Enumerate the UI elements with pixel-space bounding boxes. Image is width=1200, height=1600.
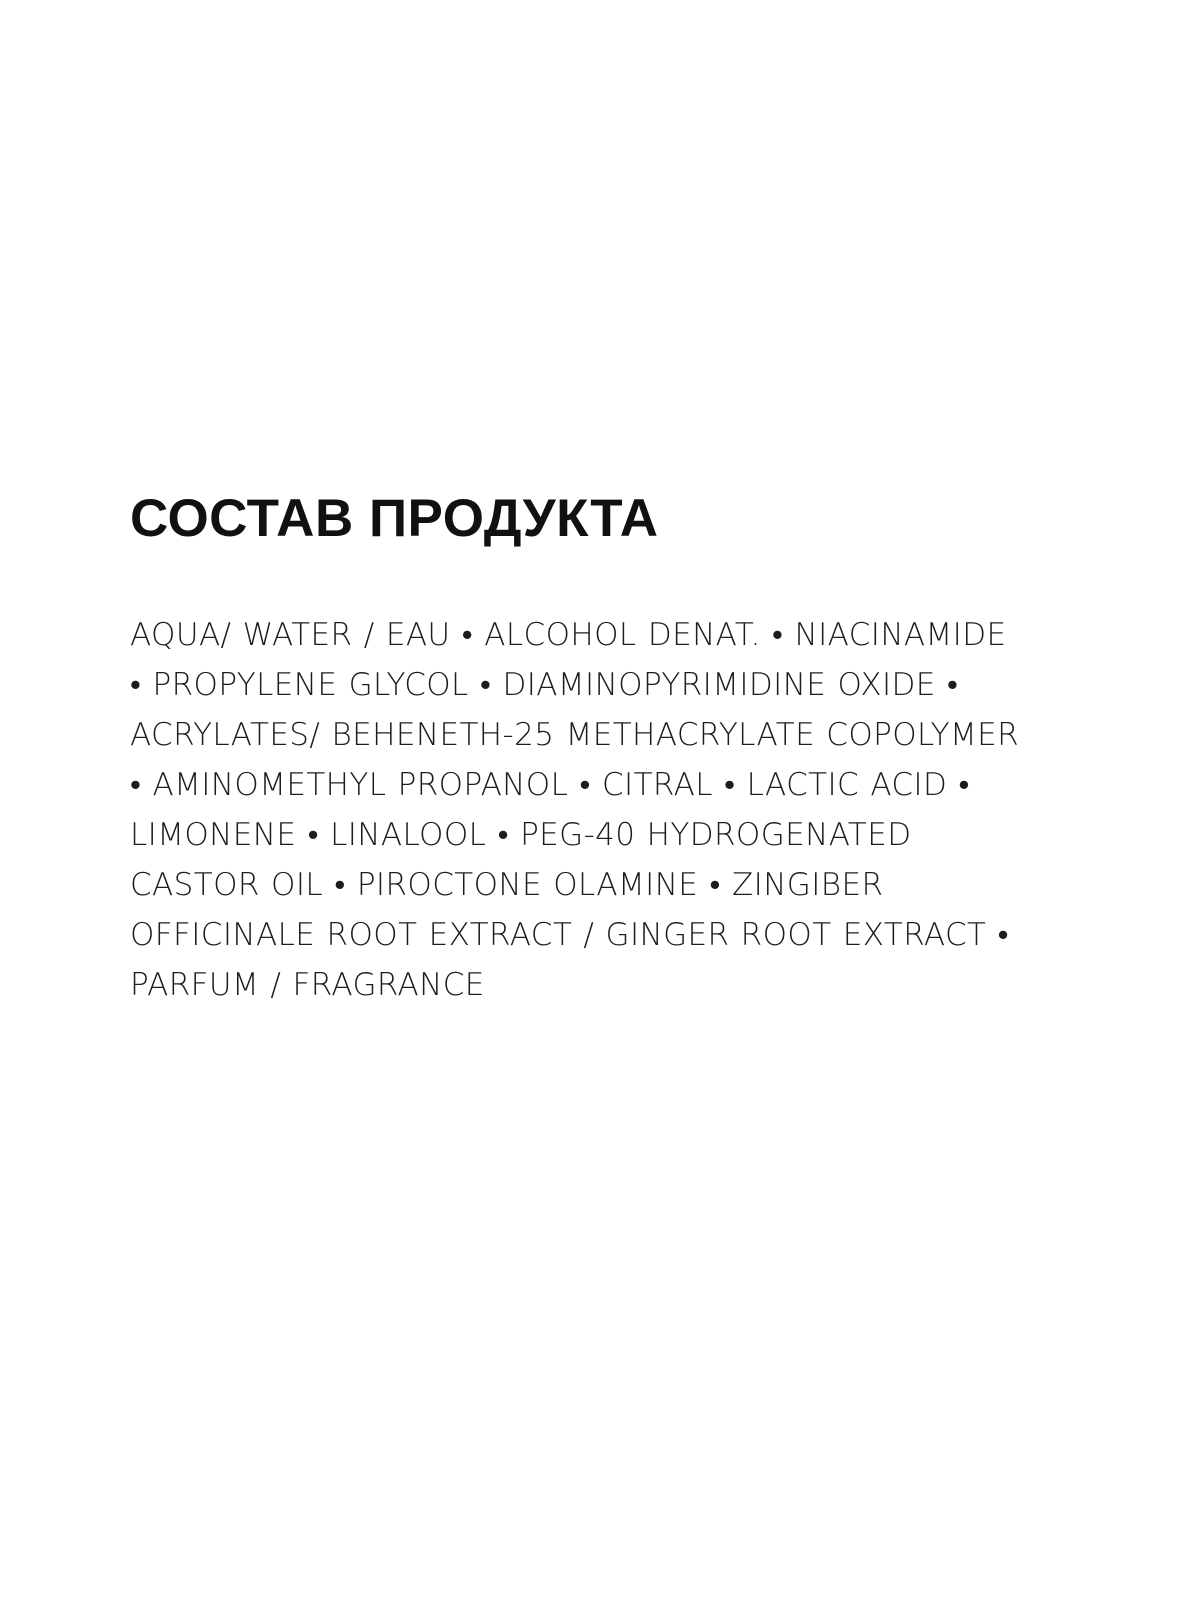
page-title: СОСТАВ ПРОДУКТА xyxy=(130,489,659,548)
ingredients-list: AQUA/ WATER / EAU • ALCOHOL DENAT. • NIACINAMIDE • PROPYLENE GLYCOL • DIAMINOPYRIMIDINE OXIDE • ACRYLATES/ BEHENETH-25 METHACRYLATE COPOLYMER • AMINOMETHYL PROPANOL • CITRAL • LACTIC ACID • LIMONENE • LINALOOL • PEG-40 HYDROGENATED CASTOR OIL • PIROCTONE OLAMINE • ZINGIBER OFFICINALE ROOT EXTRACT / GINGER ROOT EXTRACT • PARFUM / FRAGRANCE xyxy=(130,617,1020,1004)
content-block xyxy=(130,490,1050,1010)
